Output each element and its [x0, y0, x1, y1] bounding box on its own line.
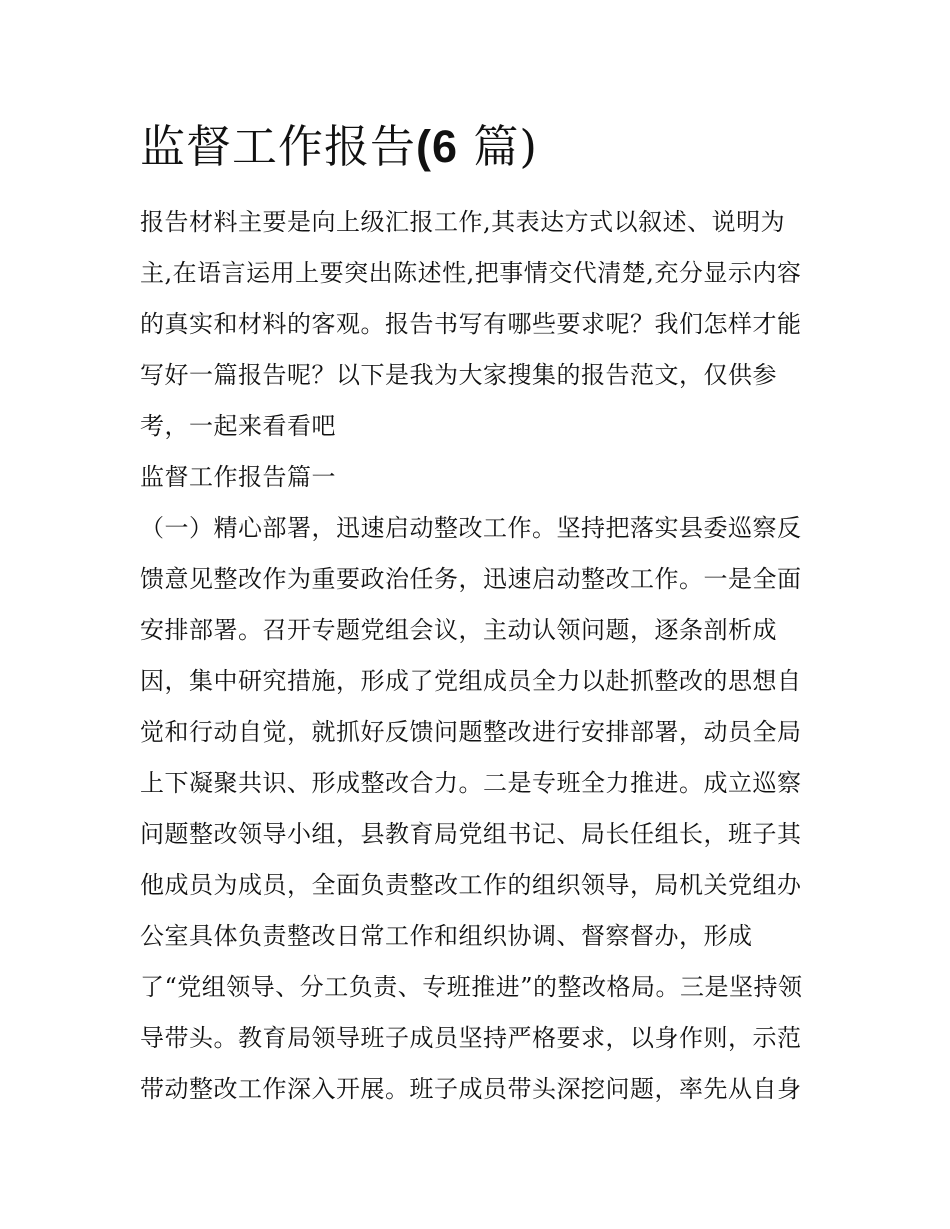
body-line: 了“党组领导、分工负责、专班推进”的整改格局。三是坚持领	[140, 973, 803, 1001]
body-line: 写好一篇报告呢？以下是我为大家搜集的报告范文，仅供参	[140, 361, 777, 389]
section-heading: 监督工作报告篇一	[140, 463, 336, 491]
title-number: 6	[432, 121, 459, 172]
body-line: 考，一起来看看吧	[140, 412, 336, 440]
body-line: 问题整改领导小组，县教育局党组书记、局长任组长，班子其	[140, 820, 802, 848]
body-line: 导带头。教育局领导班子成员坚持严格要求，以身作则，示范	[140, 1024, 802, 1052]
body-line: 上下凝聚共识、形成整改合力。二是专班全力推进。成立巡察	[140, 769, 802, 797]
body-line: （一）精心部署，迅速启动整改工作。坚持把落实县委巡察反	[140, 514, 802, 542]
title-suffix: 篇)	[458, 120, 538, 173]
body-line: 报告材料主要是向上级汇报工作,其表达方式以叙述、说明为	[140, 208, 786, 236]
body-line: 主,在语言运用上要突出陈述性,把事情交代清楚,充分显示内容	[140, 259, 802, 287]
title-main: 监督工作报告	[140, 120, 417, 173]
body-line: 安排部署。召开专题党组会议，主动认领问题，逐条剖析成	[140, 616, 777, 644]
body-line: 的真实和材料的客观。报告书写有哪些要求呢？我们怎样才能	[140, 310, 802, 338]
body-line: 他成员为成员，全面负责整改工作的组织领导，局机关党组办	[140, 871, 802, 899]
body-line: 带动整改工作深入开展。班子成员带头深挖问题，率先从自身	[140, 1075, 802, 1103]
body-line: 觉和行动自觉，就抓好反馈问题整改进行安排部署，动员全局	[140, 718, 802, 746]
body-line: 公室具体负责整改日常工作和组织协调、督察督办，形成	[140, 922, 753, 950]
document-title	[140, 118, 820, 176]
body-line: 馈意见整改作为重要政治任务，迅速启动整改工作。一是全面	[140, 565, 802, 593]
document-body	[140, 197, 820, 1115]
body-line: 因，集中研究措施，形成了党组成员全力以赴抓整改的思想自	[140, 667, 802, 695]
title-paren-open: (	[416, 121, 433, 172]
